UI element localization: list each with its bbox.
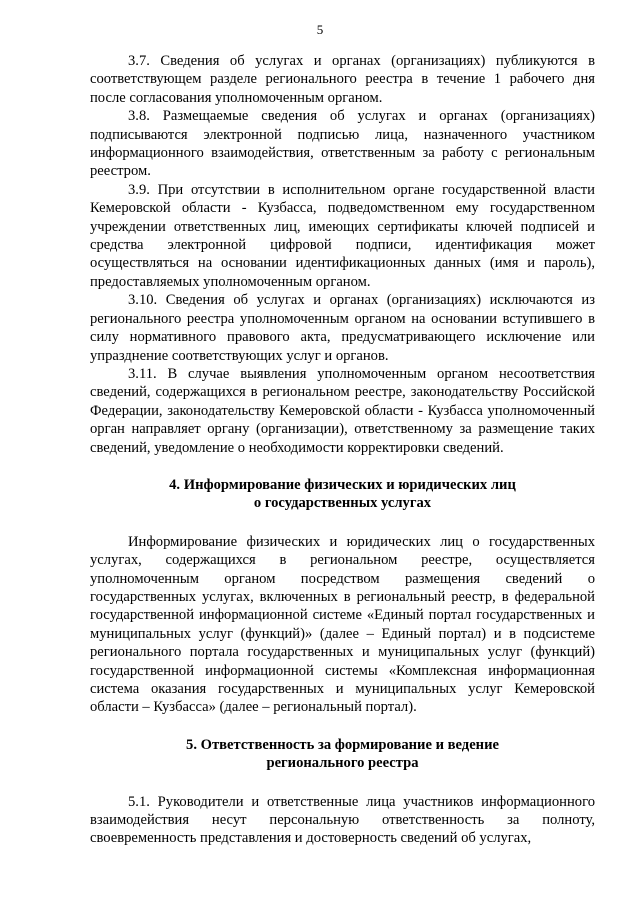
section-5-heading-line-1: 5. Ответственность за формирование и ведение <box>186 736 499 753</box>
paragraph-3-9: 3.9. При отсутствии в исполнительном органе государственной власти Кемеровской области - Кузбасса, подведомственном ему государственном учреждении ответственных лиц, имеющих сертификаты ключей подписей и средства электронной цифровой подписи, идентификация может осуществляться на основании идентификационных данных (имя и пароль), предоставляемых уполномоченным органом. <box>90 181 595 290</box>
paragraph-3-11: 3.11. В случае выявления уполномоченным органом несоответствия сведений, содержащихся в региональном реестре, законодательству Российской Федерации, законодательству Кемеровской области - Кузбасса уполномоченный орган направляет органу (организации), ответственному за размещение таких сведений, уведомление о необходимости корректировки сведений. <box>90 365 595 456</box>
section-4-heading-line-1: 4. Информирование физических и юридических лиц <box>169 476 516 493</box>
paragraph-section-4: Информирование физических и юридических лиц о государственных услугах, содержащихся в региональном реестре, осуществляется уполномоченным органом посредством размещения сведений о государственных услугах, включенных в региональный реестр, в федеральной государственной информационной системе «Единый портал государственных и муниципальных услуг (функций)» (далее – Единый портал) и в подсистеме регионального портала государственных и муниципальных услуг (функций) государственной информационной системы «Комплексная информационная система оказания государственных и муниципальных услуг Кемеровской области – Кузбасса» (далее – региональный портал). <box>90 533 595 716</box>
paragraph-5-1: 5.1. Руководители и ответственные лица участников информационного взаимодействия несут персональную ответственность за полноту, своевременность представления и достоверность сведений об услугах, <box>90 793 595 847</box>
paragraph-3-7: 3.7. Сведения об услугах и органах (организациях) публикуются в соответствующем разделе регионального реестра в течение 1 рабочего дня после согласования уполномоченным органом. <box>90 53 595 106</box>
spacer <box>90 717 595 736</box>
section-5-heading <box>90 736 595 773</box>
document-body <box>90 52 595 848</box>
page-number: 5 <box>316 22 324 37</box>
paragraph-3-8: 3.8. Размещаемые сведения об услугах и органах (организациях) подписываются электронной подписью лица, назначенного участником информационного взаимодействия, ответственным за работу с региональным реестром. <box>90 108 595 180</box>
section-5-heading-line-2: регионального реестра <box>266 755 419 772</box>
section-4-heading-line-2: о государственных услугах <box>253 495 432 512</box>
section-4-heading <box>90 476 595 513</box>
spacer <box>90 513 595 533</box>
spacer <box>90 457 595 476</box>
paragraph-3-10: 3.10. Сведения об услугах и органах (организациях) исключаются из регионального реестра уполномоченным органом на основании вступившего в силу нормативного правового акта, предусматривающего исключение или упразднение соответствующих услуг и органов. <box>90 292 595 364</box>
spacer <box>90 773 595 793</box>
